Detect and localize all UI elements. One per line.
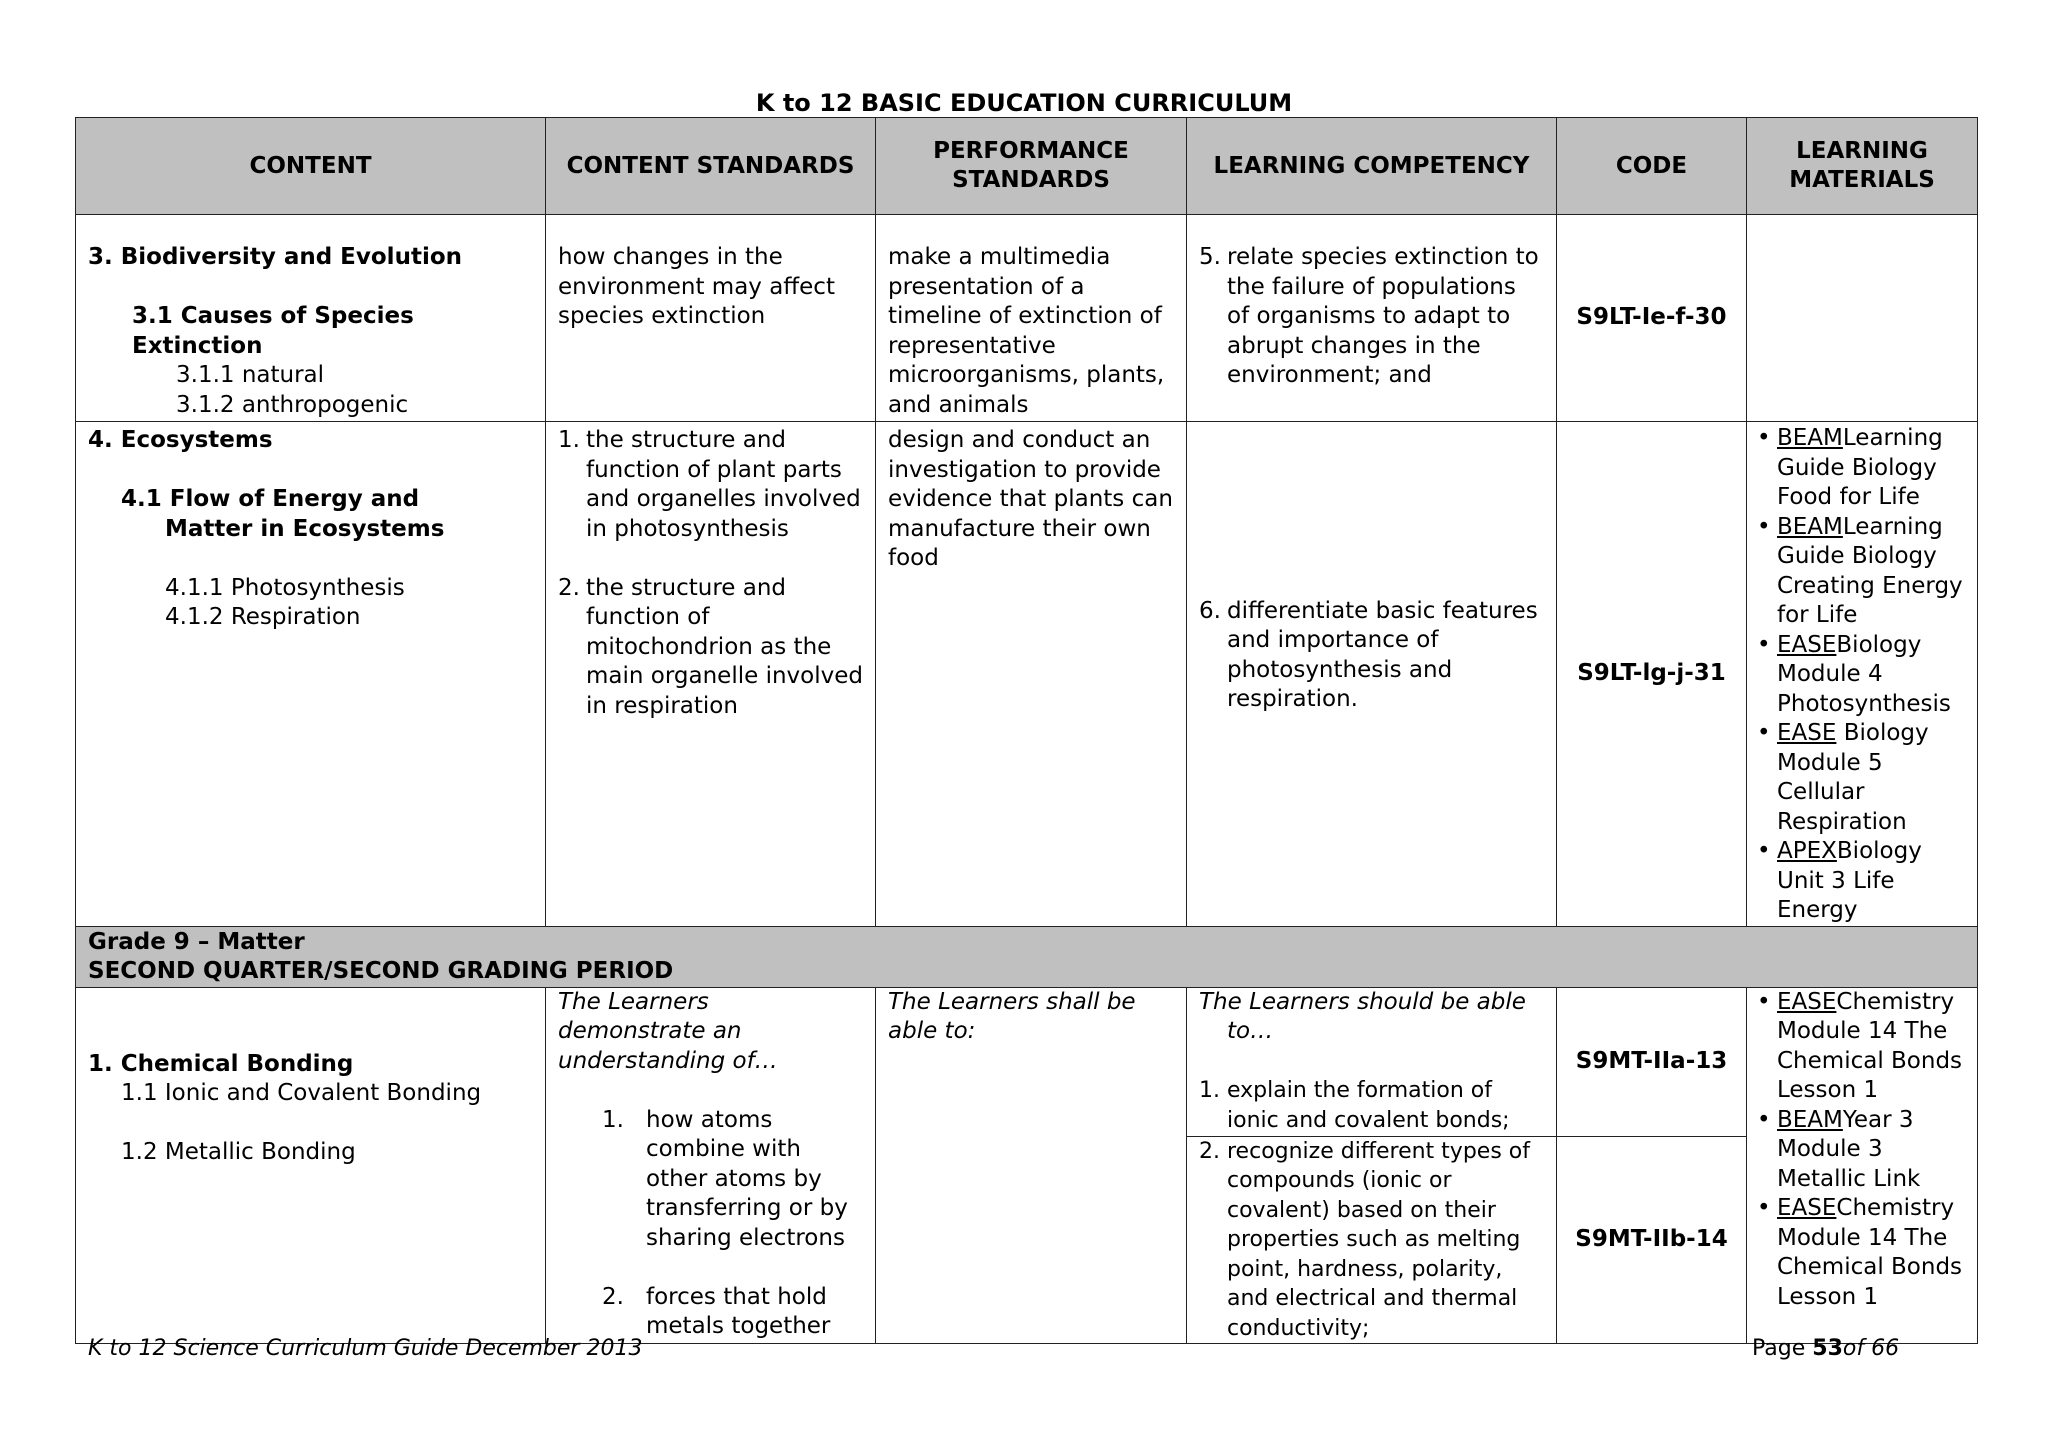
footer-guide-title: K to 12 Science Curriculum Guide December 2013: [88, 1336, 643, 1361]
table-row: [76, 215, 1978, 422]
grade-label: Grade 9 – Matter: [88, 928, 305, 955]
performance-standard-text: make a multimedia presentation of a timeline of extinction of representative microorganisms, plants, and animals: [888, 244, 1165, 418]
content-title: 3. Biodiversity and Evolution: [88, 244, 462, 270]
curriculum-table: [75, 117, 1978, 1344]
competency-intro: The Learners should be able to…: [1199, 988, 1526, 1044]
content-subitem: 3.1.1 natural: [176, 362, 325, 388]
performance-intro: The Learners shall be able to:: [888, 988, 1136, 1044]
competency-text: relate species extinction to the failure of populations of organisms to adapt to abrupt changes in the environment; and: [1227, 244, 1539, 388]
content-standards-cell: [546, 215, 876, 422]
header-performance-standards: PERFORMANCE STANDARDS: [876, 118, 1187, 215]
code-cell: [1557, 422, 1747, 927]
performance-standards-cell: [876, 422, 1187, 927]
content-cell: [76, 215, 546, 422]
table-row: [76, 987, 1978, 1136]
competency-text: differentiate basic features and importance of photosynthesis and respiration.: [1227, 597, 1538, 713]
content-title: 1. Chemical Bonding: [88, 1050, 354, 1077]
list-item: • BEAMYear 3 Module 3 Metallic Link: [1755, 1106, 1971, 1195]
content-standard-item: 2. forces that hold metals together: [602, 1283, 831, 1339]
learning-competency-cell: [1187, 987, 1557, 1136]
competency-code: S9LT-Ie-f-30: [1576, 304, 1727, 331]
content-standard-text: how changes in the environment may affect species extinction: [558, 244, 835, 329]
performance-standard-text: design and conduct an investigation to provide evidence that plants can manufacture their own food: [888, 427, 1173, 571]
content-standards-cell: [546, 987, 876, 1344]
document-title: K to 12 BASIC EDUCATION CURRICULUM: [755, 89, 1293, 117]
header-code: CODE: [1557, 118, 1747, 215]
list-item: • APEXBiology Unit 3 Life Energy: [1755, 837, 1971, 926]
learning-competency-cell: [1187, 215, 1557, 422]
content-subitem: 1.1 Ionic and Covalent Bonding: [121, 1080, 482, 1106]
list-item: • BEAMLearning Guide Biology Food for Life: [1755, 424, 1971, 513]
code-cell: [1557, 987, 1747, 1136]
learning-materials-cell: [1747, 422, 1978, 927]
list-item: • BEAMLearning Guide Biology Creating Energy for Life: [1755, 513, 1971, 631]
competency-code: S9LT-lg-j-31: [1577, 660, 1726, 686]
grade-header-row: [76, 926, 1978, 987]
learning-materials-list: [1747, 988, 1977, 1313]
code-cell: [1557, 215, 1747, 422]
code-cell: [1557, 1136, 1747, 1344]
content-subitem: 1.2 Metallic Bonding: [121, 1139, 356, 1165]
competency-code: S9MT-IIb-14: [1575, 1226, 1728, 1252]
competency-code: S9MT-IIa-13: [1575, 1047, 1728, 1074]
grade-header-cell: [76, 926, 1978, 987]
competency-text: recognize different types of compounds (ionic or covalent) based on their properties such as melting point, hardness, polarity, and electrical and thermal conductivity;: [1227, 1138, 1530, 1341]
header-content: CONTENT: [76, 118, 546, 215]
learning-materials-cell: [1747, 215, 1978, 422]
performance-standards-cell: [876, 215, 1187, 422]
competency-number: 6.: [1199, 597, 1221, 624]
list-item: • EASE Biology Module 5 Cellular Respiration: [1755, 719, 1971, 837]
learning-competency-cell: 2. recognize different types of compounds (ionic or covalent) based on their properties such as melting point, hardness, polarity, and electrical and thermal conductivity;: [1187, 1136, 1557, 1344]
header-row: [76, 118, 1978, 215]
performance-standards-cell: [876, 987, 1187, 1344]
content-subitem: 3.1.2 anthropogenic: [176, 391, 409, 418]
content-subitem: 4.1.1 Photosynthesis: [165, 574, 405, 601]
header-content-standards: CONTENT STANDARDS: [546, 118, 876, 215]
content-title: 4. Ecosystems: [88, 427, 273, 453]
grading-period-label: SECOND QUARTER/SECOND GRADING PERIOD: [88, 958, 674, 984]
header-learning-competency: LEARNING COMPETENCY: [1187, 118, 1557, 215]
content-subitem: 4.1.2 Respiration: [165, 604, 361, 630]
list-item: • EASEChemistry Module 14 The Chemical Bonds Lesson 1: [1755, 1194, 1971, 1312]
content-standard-item: 1. the structure and function of plant parts and organelles involved in photosynthesis: [558, 427, 861, 542]
learning-materials-cell: [1747, 987, 1978, 1344]
content-standard-item: 2. the structure and function of mitochondrion as the main organelle involved in respiration: [558, 574, 863, 719]
standards-intro: The Learners demonstrate an understanding of…: [558, 988, 778, 1074]
table-row: [76, 422, 1978, 927]
competency-item: 1. explain the formation of ionic and covalent bonds;: [1199, 1078, 1510, 1133]
header-learning-materials: LEARNING MATERIALS: [1747, 118, 1978, 215]
content-subtopic: 3.1 Causes of Species Extinction: [132, 303, 414, 359]
learning-competency-cell: [1187, 422, 1557, 927]
content-subtopic: 4.1 Flow of Energy and Matter in Ecosystems: [121, 486, 445, 542]
content-standards-cell: [546, 422, 876, 927]
learning-materials-list: [1747, 422, 1977, 926]
content-standard-item: 1. how atoms combine with other atoms by transferring or by sharing electrons: [602, 1106, 848, 1251]
page-number: Page 53of 66: [1752, 1336, 1900, 1361]
content-cell: [76, 422, 546, 927]
list-item: • EASEBiology Module 4 Photosynthesis: [1755, 631, 1971, 720]
content-cell: [76, 987, 546, 1344]
list-item: • EASEChemistry Module 14 The Chemical Bonds Lesson 1: [1755, 988, 1971, 1106]
competency-number: 5.: [1199, 244, 1221, 270]
